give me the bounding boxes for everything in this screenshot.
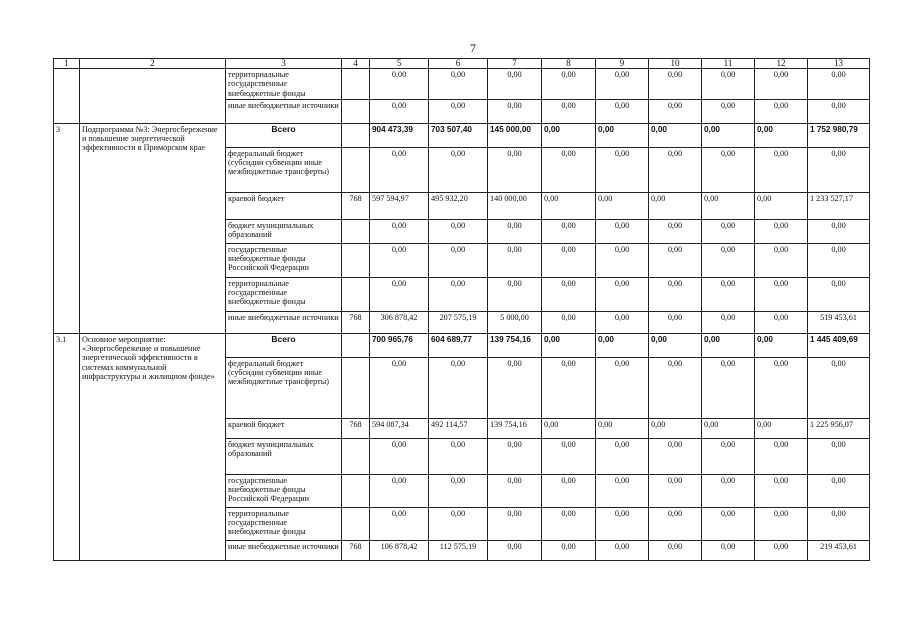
value-cell: 0,00 (808, 243, 870, 277)
budget-code (342, 507, 370, 540)
value-cell: 0,00 (370, 219, 429, 243)
value-cell: 0,00 (429, 147, 488, 192)
value-cell: 0,00 (702, 99, 755, 123)
value-cell: 0,00 (755, 474, 808, 507)
value-cell: 0,00 (542, 69, 596, 100)
value-cell: 0,00 (596, 311, 649, 333)
budget-code (342, 438, 370, 474)
value-cell: 0,00 (488, 474, 542, 507)
budget-code (342, 277, 370, 311)
table-row (54, 333, 870, 357)
value-cell: 495 932,20 (429, 192, 488, 219)
value-cell: 0,00 (429, 507, 488, 540)
header-cell: 9 (596, 59, 649, 69)
funding-source: государственные внебюджетные фонды Российской Федерации (226, 243, 342, 277)
value-cell: 112 575,19 (429, 540, 488, 560)
value-cell: 0,00 (755, 147, 808, 192)
value-cell: 0,00 (702, 123, 755, 147)
value-cell: 0,00 (542, 438, 596, 474)
funding-source: Всего (226, 123, 342, 147)
funding-source: территориальные государственные внебюджетные фонды (226, 277, 342, 311)
value-cell: 0,00 (702, 438, 755, 474)
funding-source: иные внебюджетные источники (226, 99, 342, 123)
value-cell: 0,00 (596, 192, 649, 219)
value-cell: 0,00 (649, 192, 702, 219)
value-cell: 0,00 (542, 540, 596, 560)
value-cell: 0,00 (649, 147, 702, 192)
value-cell: 0,00 (542, 357, 596, 418)
value-cell: 0,00 (808, 474, 870, 507)
value-cell: 0,00 (755, 438, 808, 474)
budget-code: 768 (342, 418, 370, 438)
funding-source: территориальные государственные внебюджетные фонды (226, 507, 342, 540)
value-cell: 0,00 (808, 507, 870, 540)
value-cell: 0,00 (649, 357, 702, 418)
page-number: 7 (470, 41, 476, 55)
value-cell: 0,00 (649, 99, 702, 123)
value-cell: 0,00 (755, 311, 808, 333)
value-cell: 0,00 (429, 99, 488, 123)
budget-code (342, 357, 370, 418)
value-cell: 0,00 (649, 438, 702, 474)
value-cell: 1 225 956,07 (808, 418, 870, 438)
value-cell: 0,00 (429, 219, 488, 243)
header-cell: 6 (429, 59, 488, 69)
value-cell: 0,00 (649, 69, 702, 100)
value-cell: 145 000,00 (488, 123, 542, 147)
value-cell: 0,00 (808, 438, 870, 474)
program-name: Подпрограмма №3: Энергосбережение и повышение энергетической эффективности в Приморском крае (80, 123, 226, 333)
value-cell: 0,00 (542, 243, 596, 277)
value-cell: 0,00 (370, 277, 429, 311)
value-cell: 0,00 (702, 418, 755, 438)
table-body (54, 59, 870, 561)
value-cell: 0,00 (808, 357, 870, 418)
value-cell: 0,00 (488, 243, 542, 277)
value-cell: 0,00 (542, 192, 596, 219)
row-number: 3 (54, 123, 80, 333)
value-cell: 0,00 (596, 99, 649, 123)
value-cell: 0,00 (596, 333, 649, 357)
funding-source: иные внебюджетные источники (226, 540, 342, 560)
value-cell: 0,00 (702, 540, 755, 560)
value-cell: 0,00 (649, 418, 702, 438)
value-cell: 0,00 (702, 474, 755, 507)
value-cell: 0,00 (542, 99, 596, 123)
value-cell: 604 689,77 (429, 333, 488, 357)
header-cell: 2 (80, 59, 226, 69)
value-cell: 0,00 (808, 147, 870, 192)
value-cell: 0,00 (649, 474, 702, 507)
program-name (80, 69, 226, 124)
value-cell: 1 752 980,79 (808, 123, 870, 147)
value-cell: 0,00 (755, 333, 808, 357)
value-cell: 0,00 (596, 123, 649, 147)
value-cell: 0,00 (702, 277, 755, 311)
value-cell: 0,00 (649, 507, 702, 540)
value-cell: 0,00 (702, 243, 755, 277)
budget-code (342, 219, 370, 243)
funding-source: государственные внебюджетные фонды Российской Федерации (226, 474, 342, 507)
header-cell: 8 (542, 59, 596, 69)
funding-source: федеральный бюджет (субсидии субвенции иные межбюджетные трансферты) (226, 147, 342, 192)
value-cell: 0,00 (370, 147, 429, 192)
header-cell: 13 (808, 59, 870, 69)
budget-table (53, 58, 870, 561)
value-cell: 0,00 (542, 418, 596, 438)
funding-source: иные внебюджетные источники (226, 311, 342, 333)
value-cell: 0,00 (596, 418, 649, 438)
value-cell: 0,00 (702, 69, 755, 100)
value-cell: 0,00 (596, 357, 649, 418)
value-cell: 0,00 (649, 123, 702, 147)
value-cell: 0,00 (596, 243, 649, 277)
header-cell: 10 (649, 59, 702, 69)
value-cell: 0,00 (429, 277, 488, 311)
budget-code (342, 69, 370, 100)
value-cell: 0,00 (542, 474, 596, 507)
value-cell: 0,00 (488, 438, 542, 474)
value-cell: 597 594,97 (370, 192, 429, 219)
budget-code (342, 474, 370, 507)
value-cell: 0,00 (702, 147, 755, 192)
value-cell: 0,00 (542, 277, 596, 311)
value-cell: 0,00 (702, 507, 755, 540)
value-cell: 0,00 (596, 69, 649, 100)
value-cell: 0,00 (649, 243, 702, 277)
value-cell: 0,00 (488, 507, 542, 540)
value-cell: 140 000,00 (488, 192, 542, 219)
value-cell: 0,00 (755, 219, 808, 243)
budget-code (342, 147, 370, 192)
value-cell: 0,00 (649, 219, 702, 243)
value-cell: 5 000,00 (488, 311, 542, 333)
budget-code (342, 123, 370, 147)
value-cell: 0,00 (370, 99, 429, 123)
value-cell: 0,00 (649, 333, 702, 357)
value-cell: 594 087,34 (370, 418, 429, 438)
value-cell: 0,00 (370, 507, 429, 540)
value-cell: 0,00 (429, 438, 488, 474)
value-cell: 0,00 (755, 277, 808, 311)
value-cell: 0,00 (429, 474, 488, 507)
value-cell: 139 754,16 (488, 333, 542, 357)
value-cell: 0,00 (755, 192, 808, 219)
value-cell: 0,00 (596, 438, 649, 474)
budget-code (342, 333, 370, 357)
value-cell: 0,00 (755, 243, 808, 277)
header-cell: 5 (370, 59, 429, 69)
budget-code: 768 (342, 540, 370, 560)
value-cell: 0,00 (755, 123, 808, 147)
header-cell: 3 (226, 59, 342, 69)
value-cell: 0,00 (596, 219, 649, 243)
value-cell: 139 754,16 (488, 418, 542, 438)
value-cell: 703 507,40 (429, 123, 488, 147)
value-cell: 0,00 (370, 438, 429, 474)
value-cell: 207 575,19 (429, 311, 488, 333)
value-cell: 0,00 (596, 277, 649, 311)
value-cell: 0,00 (429, 357, 488, 418)
value-cell: 0,00 (755, 99, 808, 123)
header-row (54, 59, 870, 69)
value-cell: 0,00 (808, 219, 870, 243)
funding-source: краевой бюджет (226, 418, 342, 438)
value-cell: 0,00 (755, 418, 808, 438)
value-cell: 0,00 (488, 147, 542, 192)
value-cell: 492 114,57 (429, 418, 488, 438)
row-number (54, 69, 80, 124)
value-cell: 0,00 (808, 69, 870, 100)
header-cell: 7 (488, 59, 542, 69)
value-cell: 306 878,42 (370, 311, 429, 333)
table-row (54, 123, 870, 147)
header-cell: 12 (755, 59, 808, 69)
value-cell: 904 473,39 (370, 123, 429, 147)
budget-code (342, 243, 370, 277)
value-cell: 519 453,61 (808, 311, 870, 333)
value-cell: 0,00 (808, 99, 870, 123)
value-cell: 0,00 (488, 277, 542, 311)
budget-code: 768 (342, 192, 370, 219)
value-cell: 0,00 (702, 333, 755, 357)
value-cell: 0,00 (808, 277, 870, 311)
value-cell: 106 878,42 (370, 540, 429, 560)
value-cell: 0,00 (702, 219, 755, 243)
header-cell: 11 (702, 59, 755, 69)
value-cell: 0,00 (649, 540, 702, 560)
value-cell: 0,00 (542, 219, 596, 243)
funding-source: бюджет муниципальных образований (226, 438, 342, 474)
value-cell: 0,00 (370, 69, 429, 100)
value-cell: 0,00 (596, 474, 649, 507)
header-cell: 4 (342, 59, 370, 69)
row-number: 3.1 (54, 333, 80, 560)
value-cell: 0,00 (429, 243, 488, 277)
value-cell: 0,00 (755, 357, 808, 418)
table-row (54, 69, 870, 100)
value-cell: 0,00 (755, 69, 808, 100)
value-cell: 0,00 (649, 311, 702, 333)
value-cell: 0,00 (488, 99, 542, 123)
funding-source: территориальные государственные внебюджетные фонды (226, 69, 342, 100)
header-cell: 1 (54, 59, 80, 69)
value-cell: 0,00 (542, 311, 596, 333)
value-cell: 0,00 (370, 474, 429, 507)
funding-source: Всего (226, 333, 342, 357)
value-cell: 0,00 (596, 147, 649, 192)
value-cell: 0,00 (755, 507, 808, 540)
value-cell: 0,00 (370, 243, 429, 277)
value-cell: 0,00 (542, 123, 596, 147)
value-cell: 0,00 (755, 540, 808, 560)
value-cell: 1 233 527,17 (808, 192, 870, 219)
value-cell: 0,00 (702, 311, 755, 333)
value-cell: 0,00 (542, 507, 596, 540)
value-cell: 0,00 (429, 69, 488, 100)
value-cell: 0,00 (542, 147, 596, 192)
budget-code (342, 99, 370, 123)
value-cell: 700 965,76 (370, 333, 429, 357)
program-name: Основное мероприятие: «Энергосбережение и повышение энергетической эффективности в системах коммунальной инфраструктуры и жилищном фонде» (80, 333, 226, 560)
value-cell: 219 453,61 (808, 540, 870, 560)
value-cell: 0,00 (542, 333, 596, 357)
value-cell: 0,00 (596, 540, 649, 560)
value-cell: 0,00 (488, 540, 542, 560)
value-cell: 0,00 (488, 357, 542, 418)
value-cell: 1 445 409,69 (808, 333, 870, 357)
value-cell: 0,00 (702, 192, 755, 219)
budget-code: 768 (342, 311, 370, 333)
value-cell: 0,00 (488, 219, 542, 243)
value-cell: 0,00 (488, 69, 542, 100)
funding-source: федеральный бюджет (субсидии субвенции иные межбюджетные трансферты) (226, 357, 342, 418)
value-cell: 0,00 (370, 357, 429, 418)
value-cell: 0,00 (649, 277, 702, 311)
funding-source: краевой бюджет (226, 192, 342, 219)
value-cell: 0,00 (596, 507, 649, 540)
funding-source: бюджет муниципальных образований (226, 219, 342, 243)
value-cell: 0,00 (702, 357, 755, 418)
